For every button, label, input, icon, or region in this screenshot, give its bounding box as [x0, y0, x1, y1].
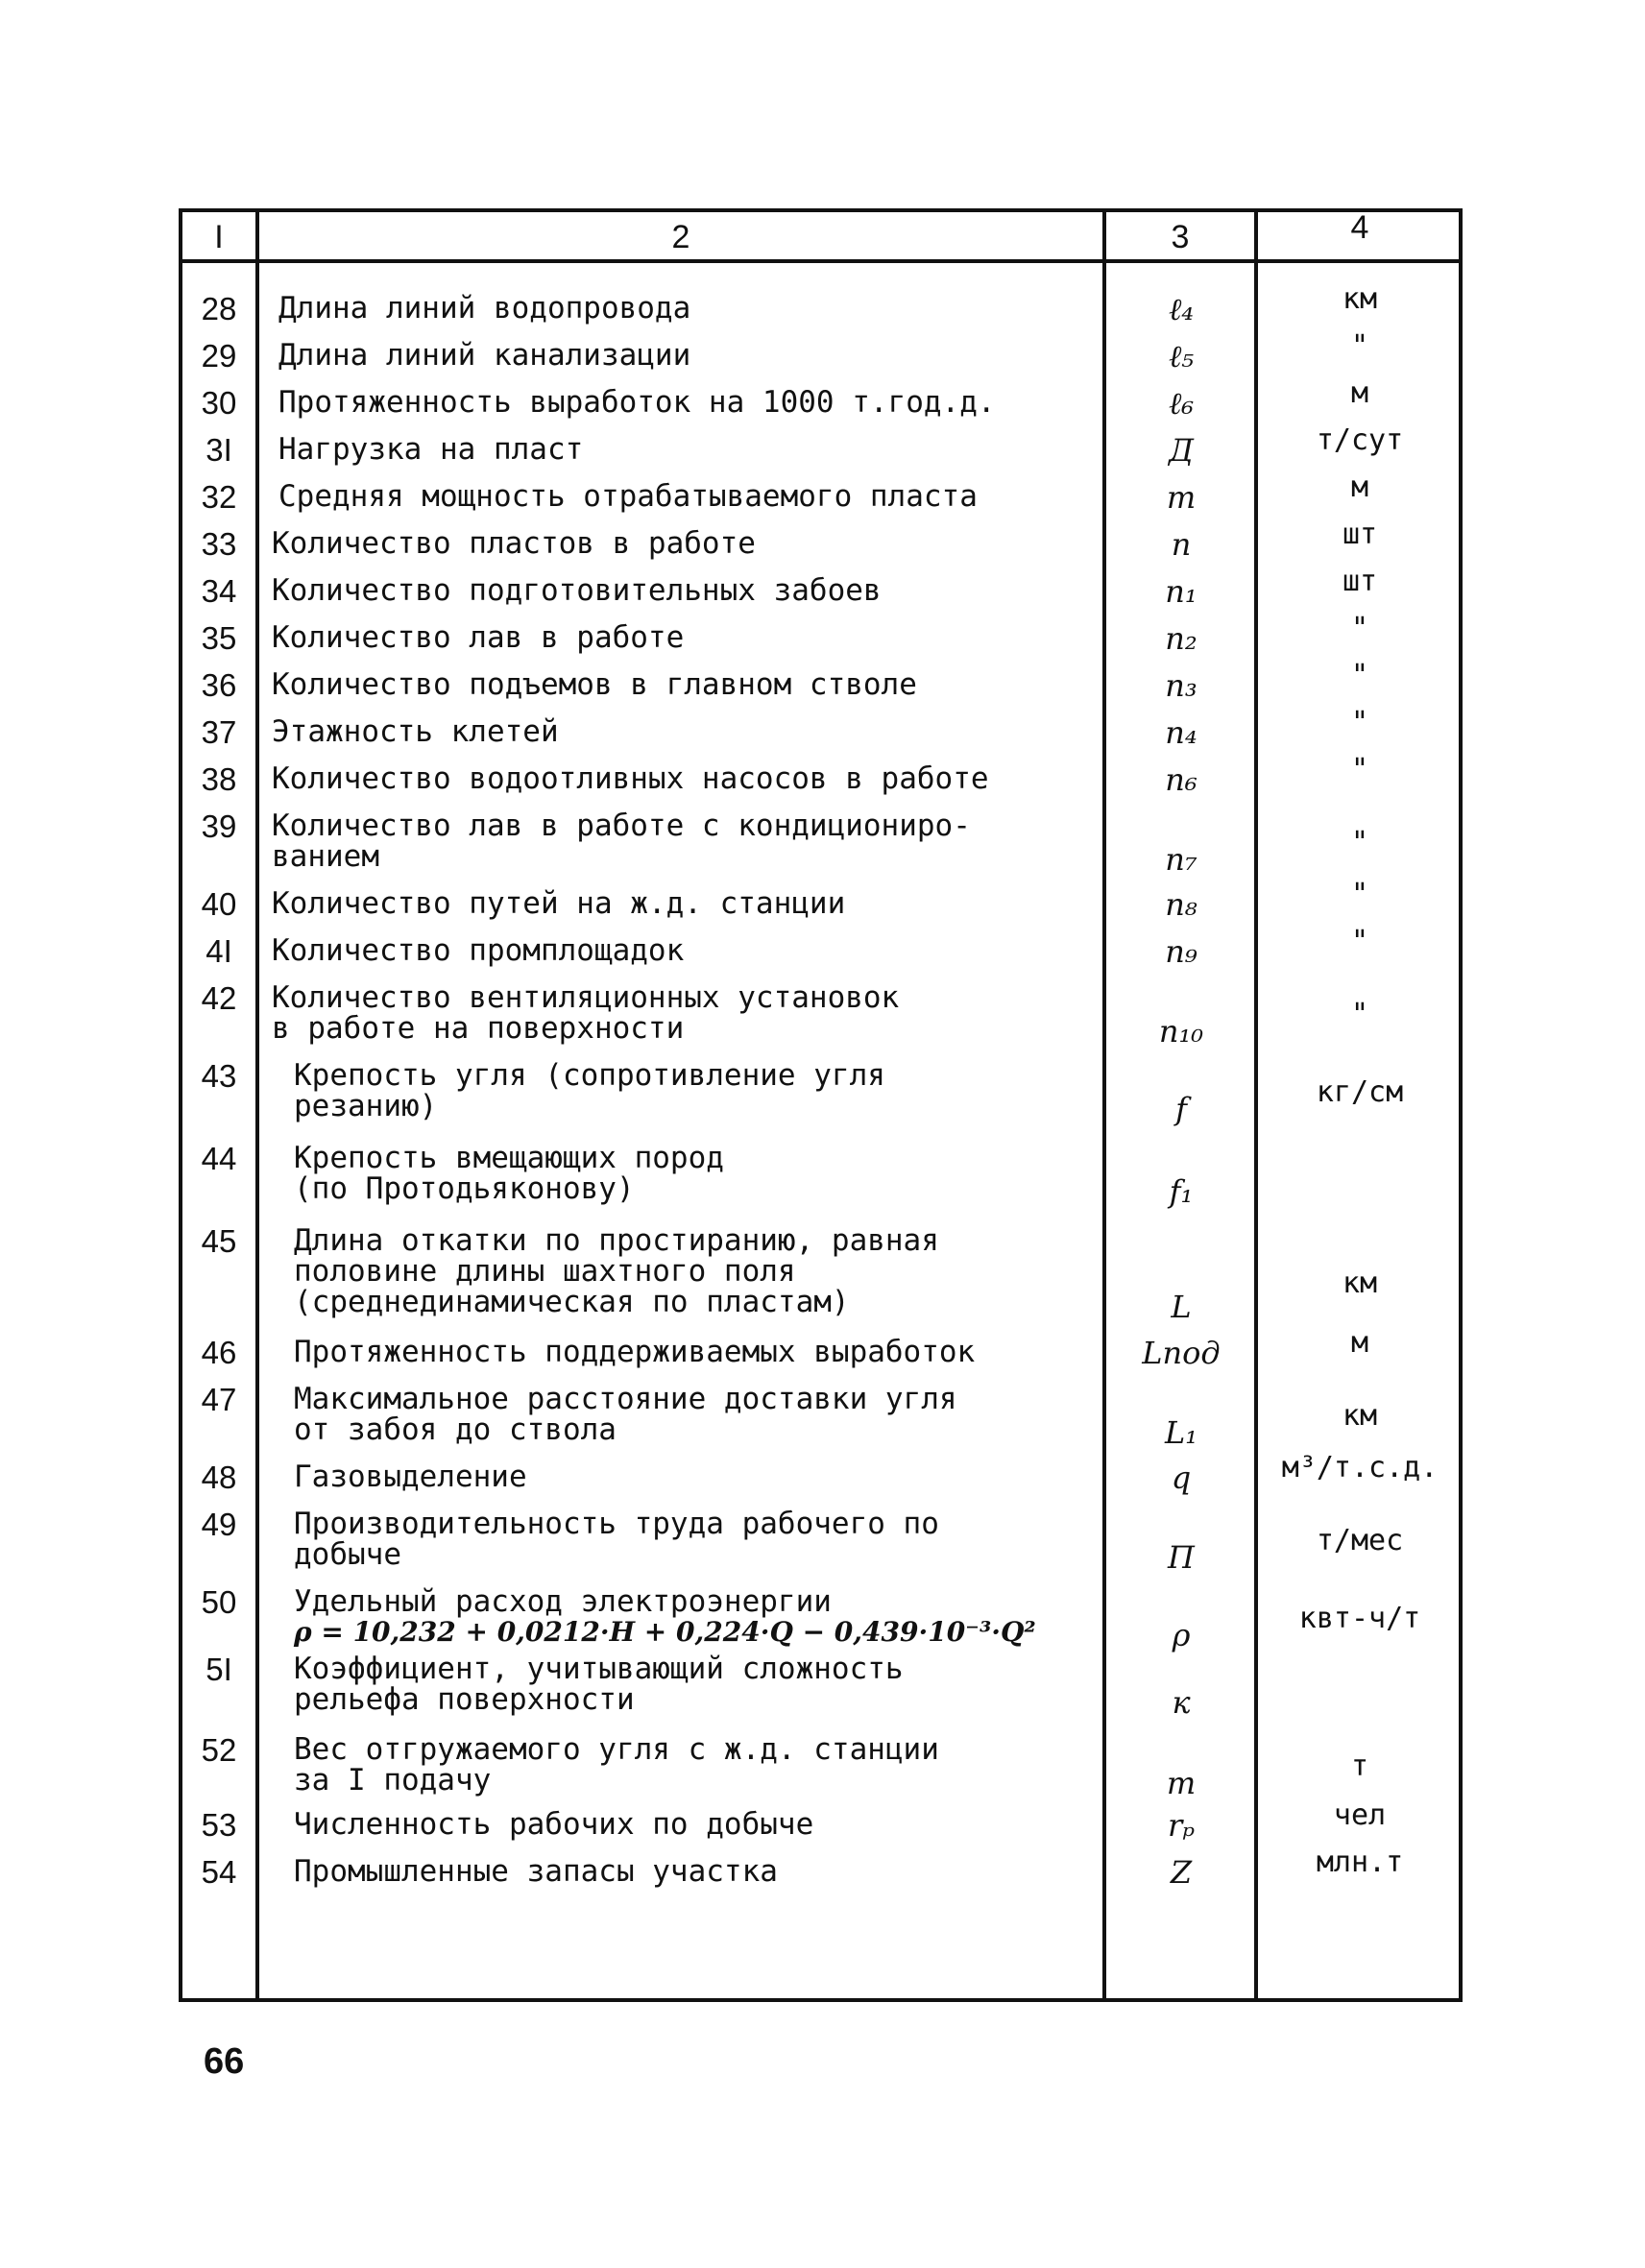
row-number: 36: [201, 667, 237, 703]
row-description: [272, 810, 971, 872]
row-unit: ": [1350, 706, 1369, 739]
row-symbol: n₁: [1165, 573, 1197, 610]
description-line: Средняя мощность отрабатываемого пласта: [278, 479, 978, 514]
row-symbol: L: [1171, 1289, 1192, 1325]
row-number: 33: [201, 526, 237, 562]
description-line: за I подачу: [294, 1763, 492, 1798]
description-line: Количество путей на ж.д. станции: [272, 886, 846, 921]
row-number: 3I: [206, 432, 232, 468]
row-number: 44: [201, 1141, 237, 1176]
formula: ρ = 10,232 + 0,0212·H + 0,224·Q − 0,439·10⁻³·Q²: [294, 1616, 1036, 1648]
row-number: 46: [201, 1335, 237, 1370]
description-line: Длина откатки по простиранию, равная: [294, 1223, 939, 1258]
row-description: [294, 1586, 1036, 1648]
row-number: 43: [201, 1058, 237, 1094]
row-symbol: n₉: [1165, 933, 1197, 970]
row-unit: ": [1350, 878, 1369, 911]
row-unit: ": [1350, 753, 1369, 786]
row-unit: м: [1350, 1326, 1369, 1360]
row-unit: ": [1350, 329, 1369, 363]
description-line: Длина линий водопровода: [278, 291, 691, 326]
row-description: [294, 1734, 939, 1796]
row-description: [294, 1143, 724, 1204]
description-line: Длина линий канализации: [278, 338, 691, 373]
row-unit: шт: [1342, 565, 1378, 598]
description-line: Максимальное расстояние доставки угля: [294, 1382, 957, 1416]
column-divider-1: [255, 208, 259, 2002]
description-line: Удельный расход электроэнергии: [294, 1584, 832, 1619]
row-unit: чел: [1333, 1798, 1387, 1832]
description-line: Количество водоотливных насосов в работе: [272, 761, 989, 796]
row-number: 39: [201, 808, 237, 844]
row-number: 49: [201, 1507, 237, 1542]
description-line: Газовыделение: [294, 1460, 527, 1494]
description-line: добыче: [294, 1537, 401, 1572]
row-description: [294, 1337, 975, 1367]
row-description: [272, 982, 899, 1044]
row-number: 29: [201, 338, 237, 374]
row-description: [278, 481, 978, 512]
row-number: 45: [201, 1223, 237, 1259]
row-number: 40: [201, 886, 237, 922]
row-symbol: n₇: [1165, 841, 1197, 878]
description-line: рельефа поверхности: [294, 1682, 635, 1717]
row-number: 54: [201, 1854, 237, 1890]
row-description: [272, 763, 989, 794]
row-number: 32: [201, 479, 237, 515]
row-symbol: ℓ₅: [1168, 338, 1195, 374]
description-line: ванием: [272, 839, 379, 874]
row-unit: ": [1350, 612, 1369, 645]
description-line: Коэффициент, учитывающий сложность: [294, 1652, 904, 1686]
row-number: 42: [201, 980, 237, 1016]
description-line: Нагрузка на пласт: [278, 432, 584, 467]
row-unit: км: [1342, 1399, 1378, 1434]
header-rule: [179, 259, 1463, 263]
description-line: половине длины шахтного поля: [294, 1254, 796, 1289]
row-symbol: т: [1166, 1765, 1197, 1801]
row-description: [278, 293, 690, 324]
description-line: Производительность труда рабочего по: [294, 1507, 939, 1541]
row-unit: кг/см: [1316, 1075, 1404, 1110]
row-symbol: f₁: [1169, 1173, 1194, 1210]
row-symbol: n₁₀: [1158, 1013, 1204, 1050]
row-number: 53: [201, 1807, 237, 1843]
row-description: [272, 716, 559, 747]
row-description: [272, 528, 756, 559]
row-number: 30: [201, 385, 237, 421]
description-line: Количество пластов в работе: [272, 526, 756, 561]
row-symbol: ℓ₆: [1168, 385, 1195, 422]
description-line: Вес отгружаемого угля с ж.д. станции: [294, 1732, 939, 1767]
header-col-3: 3: [1171, 219, 1190, 255]
row-unit: м³/т.с.д.: [1281, 1451, 1439, 1484]
description-line: Численность рабочих по добыче: [294, 1807, 814, 1842]
row-symbol: Lпод: [1142, 1335, 1221, 1371]
description-line: Количество промплощадок: [272, 933, 685, 968]
row-unit: км: [1342, 282, 1378, 316]
row-symbol: n₂: [1165, 620, 1197, 657]
row-symbol: Д: [1168, 432, 1194, 469]
description-line: в работе на поверхности: [272, 1011, 685, 1046]
row-description: [294, 1060, 885, 1122]
row-description: [294, 1384, 957, 1445]
row-description: [278, 340, 690, 371]
row-unit: м: [1350, 470, 1369, 504]
row-description: [294, 1508, 939, 1570]
row-unit: ": [1350, 826, 1369, 860]
description-line: Количество лав в работе с кондициониро-: [272, 808, 971, 843]
description-line: Крепость угля (сопротивление угля: [294, 1058, 885, 1093]
description-line: (среднединамическая по пластам): [294, 1285, 850, 1319]
header-col-4: 4: [1350, 209, 1369, 246]
row-description: [294, 1653, 904, 1715]
description-line: резанию): [294, 1089, 438, 1123]
row-number: 37: [201, 714, 237, 750]
row-number: 38: [201, 761, 237, 797]
row-description: [272, 575, 882, 606]
row-unit: т: [1350, 1749, 1369, 1784]
row-unit: ": [1350, 925, 1369, 958]
row-symbol: q: [1171, 1460, 1192, 1496]
row-symbol: П: [1168, 1539, 1195, 1576]
row-number: 34: [201, 573, 237, 609]
row-unit: ": [1350, 998, 1369, 1032]
row-number: 35: [201, 620, 237, 656]
row-number: 4I: [206, 933, 232, 969]
page-number: 66: [204, 2041, 245, 2082]
row-description: [294, 1225, 939, 1317]
row-number: 52: [201, 1732, 237, 1768]
header-col-1: I: [214, 219, 224, 255]
description-line: Протяженность поддерживаемых выработок: [294, 1335, 976, 1369]
row-unit: млн.т: [1316, 1846, 1404, 1879]
row-number: 47: [201, 1382, 237, 1417]
row-unit: м: [1350, 376, 1369, 410]
row-description: [278, 434, 583, 465]
row-unit: шт: [1342, 518, 1378, 551]
row-symbol: n₆: [1165, 761, 1197, 798]
row-symbol: n₃: [1165, 667, 1197, 704]
row-number: 48: [201, 1460, 237, 1495]
row-description: [294, 1461, 527, 1492]
description-line: (по Протодьяконову): [294, 1171, 635, 1206]
row-number: 50: [201, 1584, 237, 1620]
row-symbol: ℓ₄: [1168, 291, 1195, 327]
row-description: [272, 622, 684, 653]
row-symbol: n₄: [1165, 714, 1197, 751]
row-symbol: rₚ: [1167, 1807, 1196, 1844]
row-unit: км: [1342, 1267, 1378, 1301]
row-symbol: Z: [1170, 1854, 1193, 1891]
description-line: Количество вентиляционных установок: [272, 980, 900, 1015]
row-description: [272, 669, 917, 700]
row-symbol: n: [1171, 526, 1192, 563]
description-line: Крепость вмещающих пород: [294, 1141, 724, 1175]
row-description: [272, 935, 684, 966]
row-number: 5I: [206, 1652, 232, 1687]
row-symbol: f: [1175, 1091, 1187, 1127]
row-number: 28: [201, 291, 237, 326]
row-symbol: к: [1172, 1684, 1191, 1721]
header-col-2: 2: [671, 219, 690, 255]
description-line: Промышленные запасы участка: [294, 1854, 778, 1889]
row-symbol: ρ: [1172, 1617, 1191, 1653]
row-unit: т/мес: [1316, 1524, 1404, 1558]
description-line: Количество лав в работе: [272, 620, 685, 655]
row-description: [272, 888, 845, 919]
description-line: Этажность клетей: [272, 714, 559, 749]
row-unit: ": [1350, 659, 1369, 692]
row-description: [294, 1856, 778, 1887]
description-line: от забоя до ствола: [294, 1412, 617, 1447]
description-line: Количество подготовительных забоев: [272, 573, 882, 608]
row-symbol: m: [1166, 479, 1197, 516]
row-description: [278, 387, 996, 418]
row-description: [294, 1809, 813, 1840]
row-symbol: L₁: [1164, 1414, 1198, 1451]
row-symbol: n₈: [1165, 886, 1197, 923]
description-line: Количество подъемов в главном стволе: [272, 667, 917, 702]
description-line: Протяженность выработок на 1000 т.год.д.: [278, 385, 996, 420]
row-unit: квт-ч/т: [1298, 1602, 1421, 1636]
row-unit: т/сут: [1316, 423, 1404, 457]
